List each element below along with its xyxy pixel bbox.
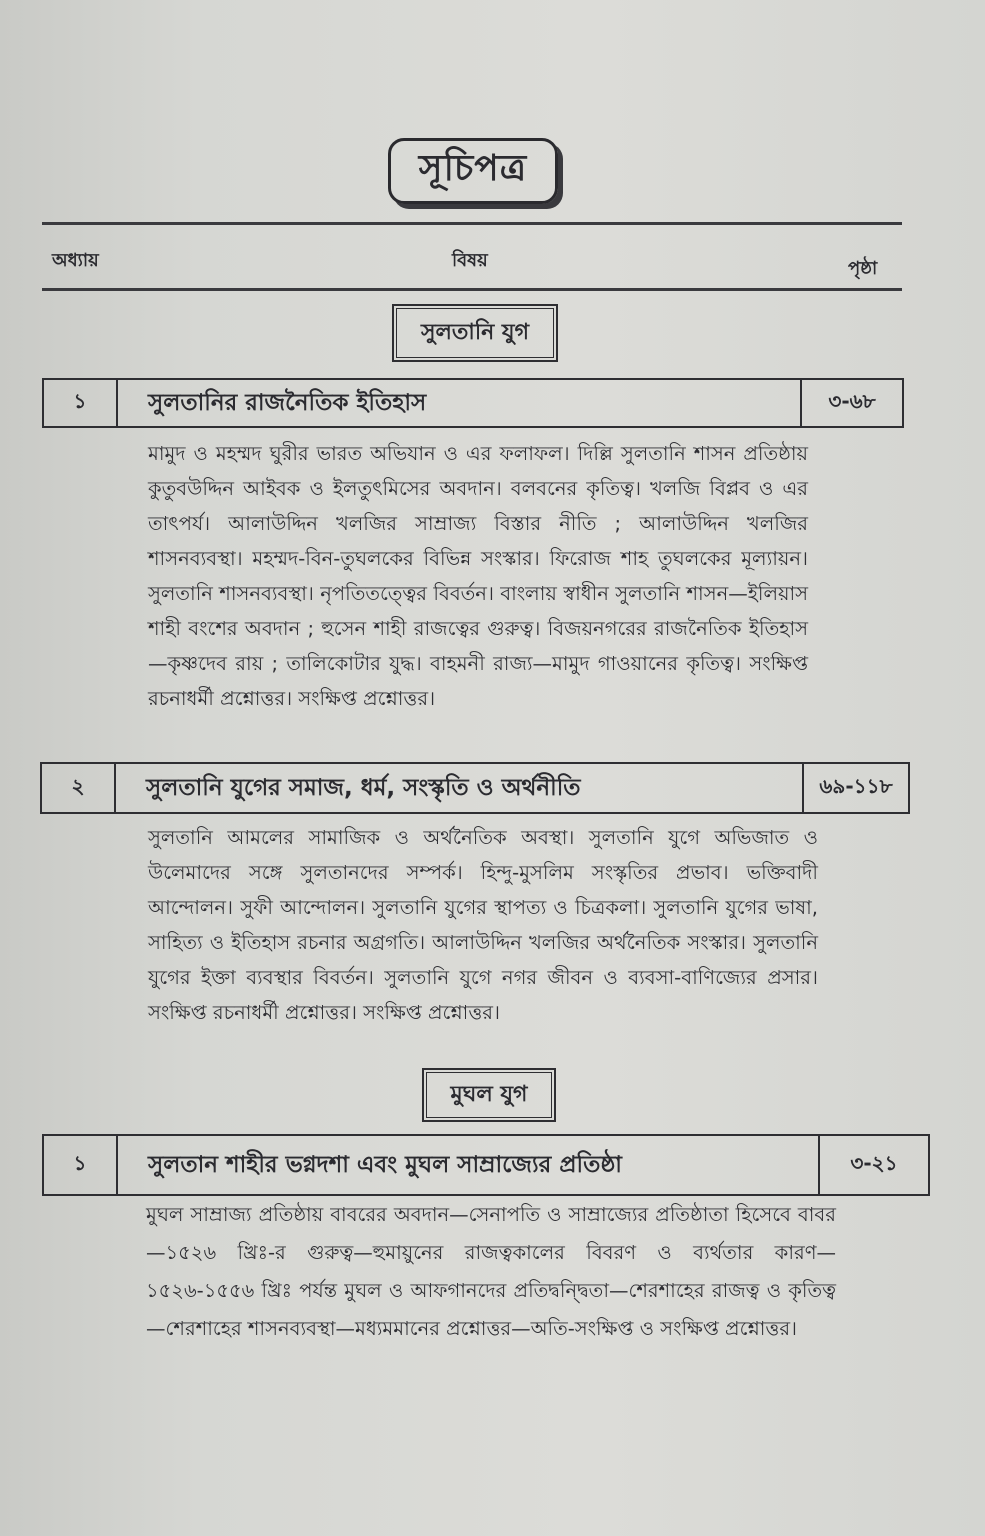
chapter-row [42, 378, 904, 428]
header-top-rule [42, 222, 902, 225]
chapter-title: সুলতানি যুগের সমাজ, ধর্ম, সংস্কৃতি ও অর্থনীতি [146, 774, 581, 801]
page-title: সূচিপত্র [388, 138, 558, 204]
chapter-number: ১ [44, 380, 118, 426]
chapter-pages: ৩-৬৮ [800, 380, 902, 426]
header-page: পৃষ্ঠা [848, 258, 878, 279]
header-subject: বিষয় [452, 250, 488, 271]
chapter-row [40, 762, 910, 814]
chapter-title: সুলতানির রাজনৈতিক ইতিহাস [148, 389, 427, 416]
chapter-description: মামুদ ও মহম্মদ ঘুরীর ভারত অভিযান ও এর ফলাফল। দিল্লি সুলতানি শাসন প্রতিষ্ঠায় কুতুবউদ্দিন আইবক ও ইলতুৎমিসের অবদান। বলবনের কৃতিত্ব। খলজি বিপ্লব ও এর তাৎপর্য। আলাউদ্দিন খলজির সাম্রাজ্য বিস্তার নীতি ; আলাউদ্দিন খলজির শাসনব্যবস্থা। মহম্মদ-বিন-তুঘলকের বিভিন্ন সংস্কার। ফিরোজ শাহ তুঘলকের মূল্যায়ন। সুলতানি শাসনব্যবস্থা। নৃপতিতত্ত্বের বিবর্তন। বাংলায় স্বাধীন সুলতানি শাসন—ইলিয়াস শাহী বংশের অবদান ; হুসেন শাহী রাজত্বের গুরুত্ব। বিজয়নগরের রাজনৈতিক ইতিহাস—কৃষ্ণদেব রায় ; তালিকোটার যুদ্ধ। বাহমনী রাজ্য—মামুদ গাওয়ানের কৃতিত্ব। সংক্ষিপ্ত রচনাধর্মী প্রশ্নোত্তর। সংক্ষিপ্ত প্রশ্নোত্তর। [148, 442, 808, 710]
header-bottom-rule [42, 288, 902, 291]
section-heading: মুঘল যুগ [422, 1068, 556, 1122]
section-heading: সুলতানি যুগ [392, 304, 558, 362]
chapter-row [42, 1134, 930, 1196]
chapter-number: ১ [44, 1136, 118, 1194]
chapter-description: মুঘল সাম্রাজ্য প্রতিষ্ঠায় বাবরের অবদান—সেনাপতি ও সাম্রাজ্যের প্রতিষ্ঠাতা হিসেবে বাবর—১৫২৬ খ্রিঃ-র গুরুত্ব—হুমায়ুনের রাজত্বকালের বিবরণ ও ব্যর্থতার কারণ—১৫২৬-১৫৫৬ খ্রিঃ পর্যন্ত মুঘল ও আফগানদের প্রতিদ্বন্দ্বিতা—শেরশাহের রাজত্ব ও কৃতিত্ব—শেরশাহের শাসনব্যবস্থা—মধ্যমমানের প্রশ্নোত্তর—অতি-সংক্ষিপ্ত ও সংক্ষিপ্ত প্রশ্নোত্তর। [146, 1203, 836, 1340]
chapter-pages: ৬৯-১১৮ [802, 764, 908, 812]
chapter-pages: ৩-২১ [818, 1136, 928, 1194]
chapter-description: সুলতানি আমলের সামাজিক ও অর্থনৈতিক অবস্থা। সুলতানি যুগে অভিজাত ও উলেমাদের সঙ্গে সুলতানদের সম্পর্ক। হিন্দু-মুসলিম সংস্কৃতির প্রভাব। ভক্তিবাদী আন্দোলন। সুফী আন্দোলন। সুলতানি যুগের স্থাপত্য ও চিত্রকলা। সুলতানি যুগের ভাষা, সাহিত্য ও ইতিহাস রচনার অগ্রগতি। আলাউদ্দিন খলজির অর্থনৈতিক সংস্কার। সুলতানি যুগের ইক্তা ব্যবস্থার বিবর্তন। সুলতানি যুগে নগর জীবন ও ব্যবসা-বাণিজ্যের প্রসার। সংক্ষিপ্ত রচনাধর্মী প্রশ্নোত্তর। সংক্ষিপ্ত প্রশ্নোত্তর। [148, 826, 818, 1024]
header-chapter: অধ্যায় [52, 250, 99, 271]
chapter-number: ২ [42, 764, 116, 812]
chapter-title: সুলতান শাহীর ভগ্নদশা এবং মুঘল সাম্রাজ্যের প্রতিষ্ঠা [148, 1151, 622, 1178]
